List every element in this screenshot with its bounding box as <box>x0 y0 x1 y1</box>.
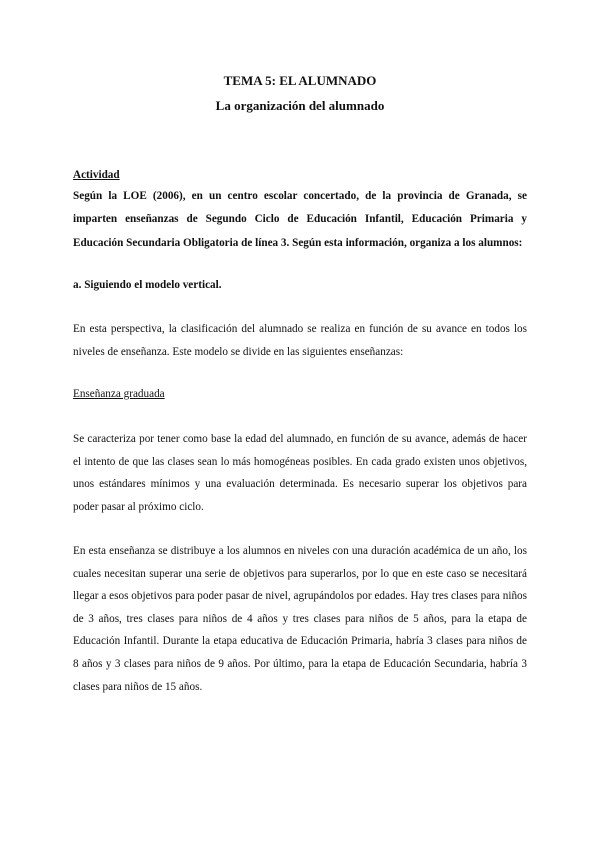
activity-option-a: a. Siguiendo el modelo vertical. <box>73 279 222 291</box>
intro-paragraph: En esta perspectiva, la clasificación del alumnado se realiza en función de su avance en todos los niveles de enseñanza. Este modelo se divide en las siguientes enseñanzas: <box>73 323 527 358</box>
document-subtitle: La organización del alumnado <box>215 98 385 113</box>
section-heading-graduada: Enseñanza graduada <box>73 388 165 400</box>
graduada-paragraph-2: En esta enseñanza se distribuye a los alumnos en niveles con una duración académica de un año, los cuales necesitan superar una serie de objetivos para superarlos, por lo que en este caso se necesitará llegar a esos objetivos para poder pasar de nivel, agrupándolos por edades. Hay tres clases para niños de 3 años, tres clases para niños de 4 años y tres clases para niños de 5 años, para la etapa de Educación Infantil. Durante la etapa educativa de Educación Primaria, habría 3 clases para niños de 8 años y 3 clases para niños de 9 años. Por último, para la etapa de Educación Secundaria, habría 3 clases para niños de 15 años. <box>73 545 527 693</box>
document-title: TEMA 5: EL ALUMNADO <box>223 73 377 88</box>
activity-label: Actividad <box>73 169 120 181</box>
graduada-paragraph-1: Se caracteriza por tener como base la edad del alumnado, en función de su avance, además de hacer el intento de que las clases sean lo más homogéneas posibles. En cada grado existen unos objetivos, unos estándares mínimos y una evaluación determinada. Es necesario superar los objetivos para poder pasar al próximo ciclo. <box>73 433 527 513</box>
activity-statement: Según la LOE (2006), en un centro escolar concertado, de la provincia de Granada, se imparten enseñanzas de Segundo Ciclo de Educación Infantil, Educación Primaria y Educación Secundaria Obligatoria de línea 3. Según esta información, organiza a los alumnos: <box>73 190 527 249</box>
